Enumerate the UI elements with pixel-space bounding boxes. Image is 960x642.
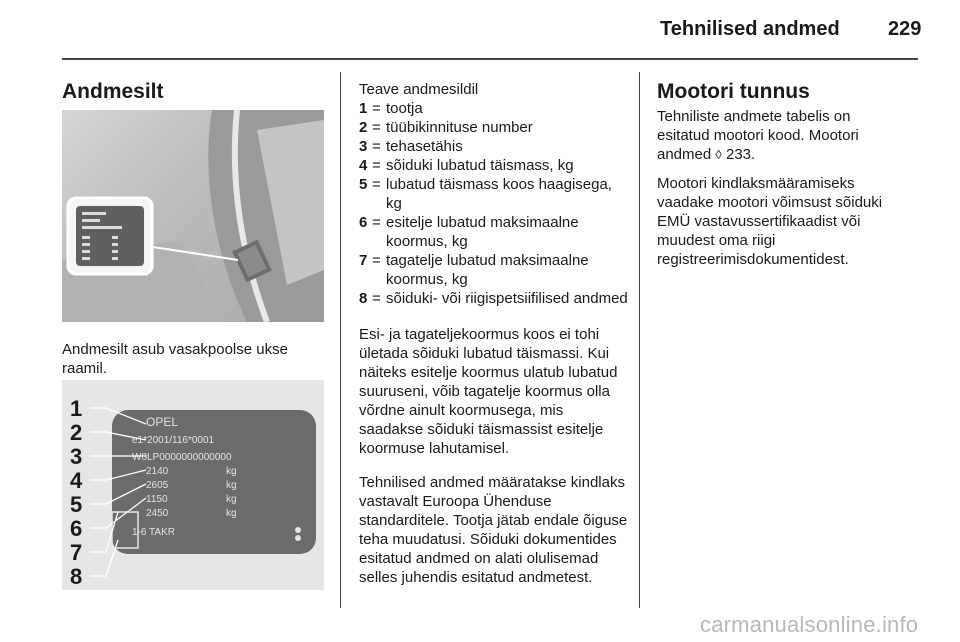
plate-row-text: 1-6 TAKR — [132, 527, 175, 538]
legend-item-number: 6 — [359, 214, 368, 231]
legend-equals: = — [372, 290, 381, 307]
legend-equals: = — [372, 119, 381, 136]
door-frame-photo — [62, 110, 324, 322]
section-title-andmesilt: Andmesilt — [62, 80, 164, 103]
legend-item — [359, 251, 629, 289]
plate-diagram-svg — [62, 380, 324, 590]
running-header-title: Tehnilised andmed — [660, 18, 840, 40]
plate-location-caption: Andmesilt asub vasakpoolse ukse raamil. — [62, 341, 288, 377]
legend-item — [359, 137, 629, 156]
legend-item-number: 7 — [359, 252, 368, 269]
legend-equals: = — [372, 252, 381, 269]
legend-equals: = — [372, 214, 381, 231]
door-frame-photo-svg — [62, 110, 324, 322]
plate-row-text: OPEL — [146, 415, 179, 429]
plate-row-text: 2450 — [146, 508, 169, 519]
column-divider-right — [639, 72, 640, 608]
axle-load-paragraph: Esi- ja tagateljekoormus koos ei tohi ületada sõiduki lubatud täismassi. Kui näiteks esitelje koormus ulatub lubatud suuruseni, võib tagatelje koormus olla võrdne ainult koormusega, mis saadakse sõiduki täismassist esitelje koormuse lahutamisel. — [359, 326, 618, 457]
plate-unit-text: kg — [226, 480, 237, 491]
legend-item — [359, 289, 629, 308]
plate-unit-text: kg — [226, 508, 237, 519]
engine-code-text: Tehniliste andmete tabelis on esitatud mootori kood. Mootori andmed — [657, 108, 859, 163]
legend-equals: = — [372, 100, 381, 117]
callout-number: 4 — [70, 468, 83, 493]
standards-paragraph: Tehnilised andmed määratakse kindlaks vastavalt Euroopa Ühenduse standarditele. Tootja jätab endale õiguse teha muudatusi. Sõiduki dokumentides esitatud andmed on alati olulisemad selles juhendis esitatud andmetest. — [359, 474, 628, 586]
legend-item-text: tagatelje lubatud maksimaalne koormus, kg — [386, 252, 589, 288]
legend-item-number: 1 — [359, 100, 368, 117]
watermark: carmanualsonline.info — [700, 612, 919, 637]
legend-item — [359, 156, 629, 175]
callout-number: 8 — [70, 564, 83, 589]
plate-legend-list — [359, 99, 629, 308]
engine-identification-paragraph: Mootori kindlaksmääramiseks vaadake mootori võimsust sõiduki EMÜ vastavussertifikaadist või muudest oma riigi registreerimisdokumentidest. — [657, 175, 883, 268]
legend-item — [359, 99, 629, 118]
callout-number: 6 — [70, 516, 83, 541]
plate-row-text: 2605 — [146, 480, 169, 491]
callout-number: 2 — [70, 420, 83, 445]
legend-item-number: 5 — [359, 176, 368, 193]
legend-item-text: esitelje lubatud maksimaalne koormus, kg — [386, 214, 579, 250]
header-divider — [62, 58, 918, 60]
legend-item-text: sõiduki lubatud täismass, kg — [386, 157, 574, 174]
callout-number: 5 — [70, 492, 83, 517]
legend-equals: = — [372, 157, 381, 174]
legend-item-text: tehasetähis — [386, 138, 463, 155]
column-divider-left — [340, 72, 341, 608]
plate-unit-text: kg — [226, 494, 237, 505]
page-reference-icon: ◊ — [715, 147, 722, 162]
legend-item-text: tootja — [386, 100, 423, 117]
section-title-mootori-tunnus: Mootori tunnus — [657, 80, 810, 103]
legend-item — [359, 175, 629, 213]
legend-item-text: tüübikinnituse number — [386, 119, 533, 136]
legend-item-text: sõiduki- või riigispetsiifilised andmed — [386, 290, 628, 307]
legend-item-number: 2 — [359, 119, 368, 136]
legend-item-text: lubatud täismass koos haagisega, kg — [386, 176, 612, 212]
legend-equals: = — [372, 176, 381, 193]
legend-equals: = — [372, 138, 381, 155]
plate-row-text: W0LP0000000000000 — [132, 452, 232, 463]
plate-row-text: 2140 — [146, 466, 169, 477]
plate-row-text: 1150 — [146, 494, 168, 505]
plate-row-text: e1*2001/116*0001 — [132, 435, 215, 446]
legend-item-number: 8 — [359, 290, 368, 307]
callout-number: 7 — [70, 540, 83, 565]
page-number: 229 — [888, 18, 922, 40]
legend-item-number: 4 — [359, 157, 368, 174]
plate-unit-text: kg — [226, 466, 237, 477]
engine-code-paragraph — [657, 107, 907, 164]
page-reference-link[interactable]: 233. — [726, 146, 756, 163]
legend-item — [359, 213, 629, 251]
callout-number: 1 — [70, 396, 83, 421]
callout-leader-line — [90, 540, 118, 576]
legend-item — [359, 118, 629, 137]
legend-item-number: 3 — [359, 138, 368, 155]
plate-diagram — [62, 380, 324, 590]
legend-intro: Teave andmesildil — [359, 81, 479, 98]
callout-number: 3 — [70, 444, 83, 469]
